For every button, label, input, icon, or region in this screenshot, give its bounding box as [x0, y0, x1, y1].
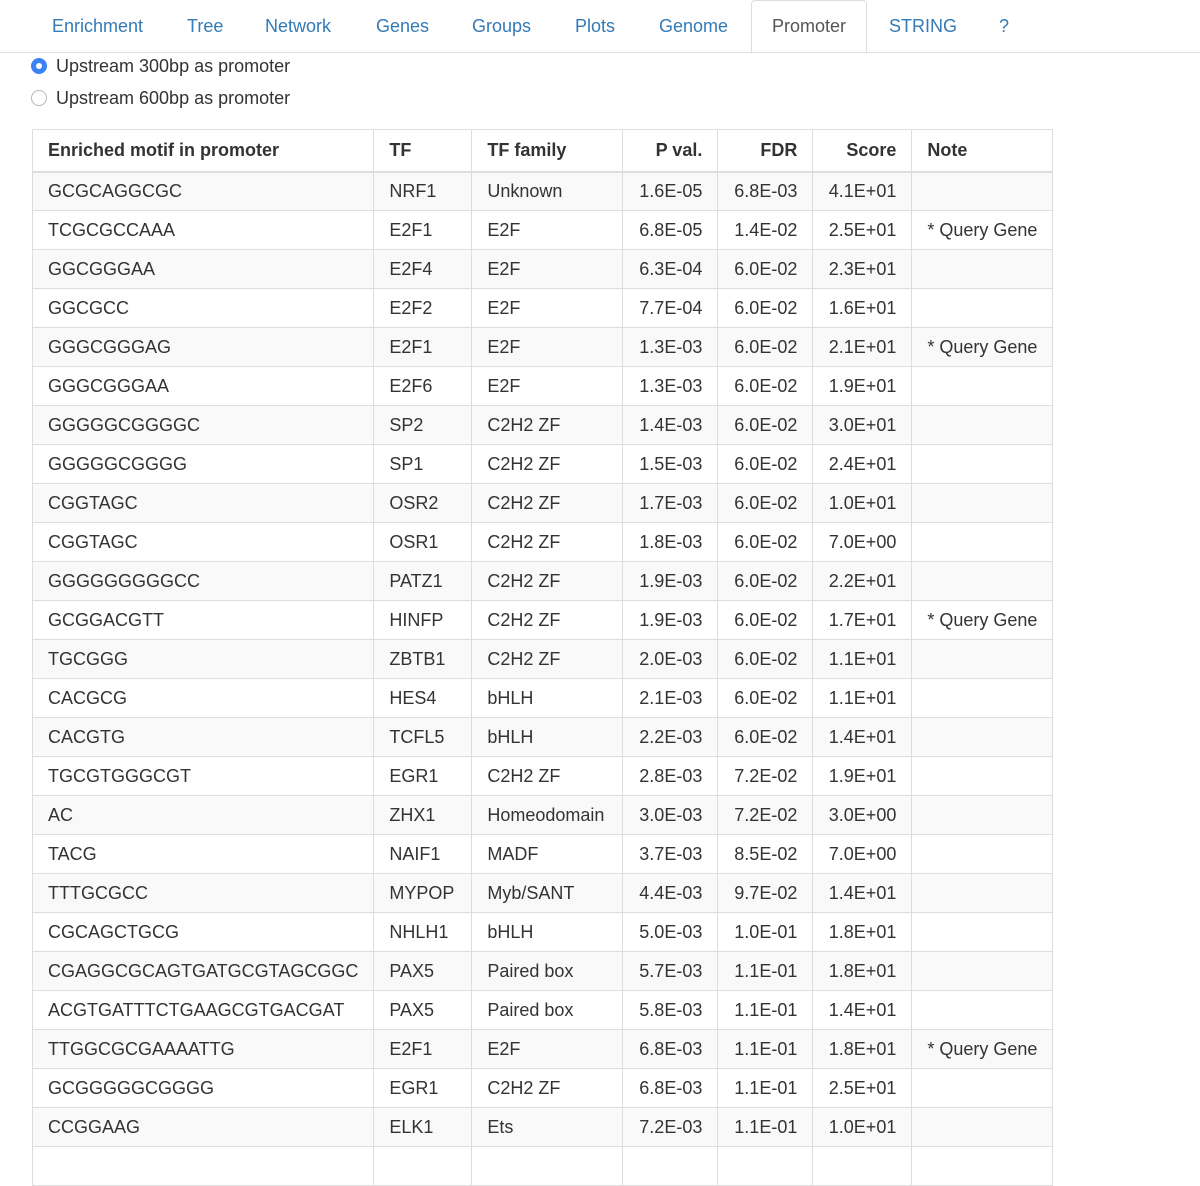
fdr-cell: 6.0E-02 [718, 601, 813, 640]
note-cell [912, 406, 1053, 445]
tf-cell: E2F4 [374, 250, 472, 289]
pval-cell: 2.2E-03 [623, 718, 718, 757]
note-cell [912, 835, 1053, 874]
tf-family-cell: C2H2 ZF [472, 640, 623, 679]
promoter-600bp-option[interactable] [31, 86, 290, 110]
tf-family-cell: C2H2 ZF [472, 757, 623, 796]
column-header-tf-family[interactable]: TF family [472, 130, 623, 172]
tf-cell: ELK1 [374, 1108, 472, 1147]
tf-cell [374, 1147, 472, 1186]
motif-cell: GGGCGGGAG [33, 328, 374, 367]
fdr-cell: 1.1E-01 [718, 952, 813, 991]
score-cell: 1.8E+01 [813, 952, 912, 991]
motif-cell: ACGTGATTTCTGAAGCGTGACGAT [33, 991, 374, 1030]
note-cell [912, 913, 1053, 952]
pval-cell: 1.3E-03 [623, 328, 718, 367]
score-cell: 3.0E+01 [813, 406, 912, 445]
fdr-cell: 6.0E-02 [718, 562, 813, 601]
score-cell: 1.8E+01 [813, 913, 912, 952]
fdr-cell: 7.2E-02 [718, 757, 813, 796]
note-cell [912, 250, 1053, 289]
fdr-cell: 6.0E-02 [718, 718, 813, 757]
column-header-score[interactable]: Score [813, 130, 912, 172]
fdr-cell: 1.1E-01 [718, 1108, 813, 1147]
fdr-cell: 6.0E-02 [718, 406, 813, 445]
note-cell: * Query Gene [912, 328, 1053, 367]
tab-tree[interactable]: Tree [187, 16, 224, 36]
pval-cell: 5.8E-03 [623, 991, 718, 1030]
motif-cell: GCGCAGGCGC [33, 172, 374, 211]
score-cell: 7.0E+00 [813, 835, 912, 874]
note-cell [912, 679, 1053, 718]
fdr-cell: 6.0E-02 [718, 523, 813, 562]
score-cell: 1.9E+01 [813, 367, 912, 406]
column-header-tf[interactable]: TF [374, 130, 472, 172]
fdr-cell: 6.0E-02 [718, 328, 813, 367]
motif-cell: GGGGGGGGGCC [33, 562, 374, 601]
table-row [33, 991, 1053, 1030]
radio-button[interactable] [31, 90, 47, 106]
tab-genes[interactable]: Genes [376, 16, 430, 36]
table-row [33, 1069, 1053, 1108]
pval-cell: 1.9E-03 [623, 562, 718, 601]
tf-family-cell: bHLH [472, 679, 623, 718]
tf-family-cell: E2F [472, 289, 623, 328]
note-cell: * Query Gene [912, 1030, 1053, 1069]
note-cell: * Query Gene [912, 601, 1053, 640]
tf-family-cell: Paired box [472, 952, 623, 991]
table-row [33, 1030, 1053, 1069]
table-row [33, 328, 1053, 367]
note-cell [912, 991, 1053, 1030]
note-cell [912, 757, 1053, 796]
pval-cell: 1.9E-03 [623, 601, 718, 640]
score-cell: 2.2E+01 [813, 562, 912, 601]
pval-cell: 2.1E-03 [623, 679, 718, 718]
motif-cell [33, 1147, 374, 1186]
note-cell [912, 289, 1053, 328]
table-row [33, 172, 1053, 211]
tf-cell: NHLH1 [374, 913, 472, 952]
column-header-motif[interactable]: Enriched motif in promoter [33, 130, 374, 172]
note-cell [912, 1147, 1053, 1186]
pval-cell: 1.7E-03 [623, 484, 718, 523]
score-cell: 1.4E+01 [813, 874, 912, 913]
fdr-cell: 6.0E-02 [718, 367, 813, 406]
pval-cell: 7.7E-04 [623, 289, 718, 328]
promoter-motif-table [32, 129, 1053, 1186]
tf-family-cell [472, 1147, 623, 1186]
tf-cell: NRF1 [374, 172, 472, 211]
fdr-cell: 6.0E-02 [718, 289, 813, 328]
score-cell: 4.1E+01 [813, 172, 912, 211]
tf-family-cell: E2F [472, 367, 623, 406]
motif-cell: CGGTAGC [33, 523, 374, 562]
tf-cell: OSR2 [374, 484, 472, 523]
tab-plots[interactable]: Plots [575, 16, 616, 36]
table-row [33, 952, 1053, 991]
motif-cell: CACGTG [33, 718, 374, 757]
tab-help[interactable]: ? [999, 16, 1010, 36]
note-cell [912, 718, 1053, 757]
score-cell: 1.1E+01 [813, 640, 912, 679]
table-row [33, 406, 1053, 445]
note-cell [912, 796, 1053, 835]
pval-cell: 1.5E-03 [623, 445, 718, 484]
tf-family-cell: Homeodomain [472, 796, 623, 835]
tf-family-cell: bHLH [472, 718, 623, 757]
table-row [33, 718, 1053, 757]
radio-button-checked[interactable] [31, 58, 47, 74]
tf-cell: OSR1 [374, 523, 472, 562]
note-cell [912, 952, 1053, 991]
tf-family-cell: C2H2 ZF [472, 562, 623, 601]
note-cell [912, 1069, 1053, 1108]
fdr-cell: 6.0E-02 [718, 679, 813, 718]
motif-cell: TTTGCGCC [33, 874, 374, 913]
tf-family-cell: bHLH [472, 913, 623, 952]
score-cell: 1.7E+01 [813, 601, 912, 640]
pval-cell [623, 1147, 718, 1186]
tf-cell: SP2 [374, 406, 472, 445]
motif-cell: CCGGAAG [33, 1108, 374, 1147]
table-row [33, 484, 1053, 523]
tf-family-cell: C2H2 ZF [472, 445, 623, 484]
score-cell: 1.0E+01 [813, 1108, 912, 1147]
radio-label: Upstream 600bp as promoter [56, 87, 291, 108]
tab-network[interactable]: Network [265, 16, 332, 36]
motif-cell: GGGGGCGGGGC [33, 406, 374, 445]
note-cell [912, 562, 1053, 601]
pval-cell: 2.8E-03 [623, 757, 718, 796]
table-row [33, 1108, 1053, 1147]
tf-family-cell: C2H2 ZF [472, 1069, 623, 1108]
table-row [33, 1147, 1053, 1186]
pval-cell: 3.7E-03 [623, 835, 718, 874]
table-row [33, 562, 1053, 601]
tf-family-cell: C2H2 ZF [472, 523, 623, 562]
table-row [33, 211, 1053, 250]
table-row [33, 445, 1053, 484]
tf-cell: TCFL5 [374, 718, 472, 757]
tf-family-cell: E2F [472, 328, 623, 367]
motif-cell: CGGTAGC [33, 484, 374, 523]
tab-promoter[interactable]: Promoter [751, 0, 867, 52]
table-row [33, 523, 1053, 562]
tf-cell: PATZ1 [374, 562, 472, 601]
tf-family-cell: C2H2 ZF [472, 484, 623, 523]
radio-label: Upstream 300bp as promoter [56, 55, 291, 76]
motif-cell: GGGGGCGGGG [33, 445, 374, 484]
tf-family-cell: Paired box [472, 991, 623, 1030]
table-row [33, 835, 1053, 874]
table-row [33, 367, 1053, 406]
fdr-cell: 6.8E-03 [718, 172, 813, 211]
motif-cell: CACGCG [33, 679, 374, 718]
fdr-cell: 7.2E-02 [718, 796, 813, 835]
pval-cell: 5.7E-03 [623, 952, 718, 991]
score-cell: 1.1E+01 [813, 679, 912, 718]
tf-cell: E2F6 [374, 367, 472, 406]
note-cell [912, 484, 1053, 523]
fdr-cell: 6.0E-02 [718, 640, 813, 679]
pval-cell: 3.0E-03 [623, 796, 718, 835]
pval-cell: 2.0E-03 [623, 640, 718, 679]
score-cell: 1.9E+01 [813, 757, 912, 796]
tf-cell: E2F2 [374, 289, 472, 328]
tf-cell: ZBTB1 [374, 640, 472, 679]
score-cell: 1.8E+01 [813, 1030, 912, 1069]
motif-cell: TACG [33, 835, 374, 874]
fdr-cell: 6.0E-02 [718, 445, 813, 484]
table-row [33, 679, 1053, 718]
motif-cell: GCGGGGGCGGGG [33, 1069, 374, 1108]
note-cell [912, 172, 1053, 211]
fdr-cell: 6.0E-02 [718, 250, 813, 289]
tf-cell: PAX5 [374, 991, 472, 1030]
pval-cell: 1.6E-05 [623, 172, 718, 211]
score-cell [813, 1147, 912, 1186]
tab-bar [0, 0, 1200, 53]
tf-family-cell: E2F [472, 1030, 623, 1069]
note-cell [912, 640, 1053, 679]
score-cell: 2.3E+01 [813, 250, 912, 289]
tf-cell: ZHX1 [374, 796, 472, 835]
tf-cell: EGR1 [374, 757, 472, 796]
column-header-pval[interactable]: P val. [623, 130, 718, 172]
motif-cell: GGGCGGGAA [33, 367, 374, 406]
note-cell [912, 523, 1053, 562]
fdr-cell: 1.4E-02 [718, 211, 813, 250]
pval-cell: 6.8E-03 [623, 1069, 718, 1108]
score-cell: 1.4E+01 [813, 991, 912, 1030]
tf-family-cell: E2F [472, 250, 623, 289]
note-cell: * Query Gene [912, 211, 1053, 250]
motif-cell: AC [33, 796, 374, 835]
motif-cell: TGCGGG [33, 640, 374, 679]
pval-cell: 6.8E-05 [623, 211, 718, 250]
pval-cell: 4.4E-03 [623, 874, 718, 913]
score-cell: 2.1E+01 [813, 328, 912, 367]
fdr-cell: 1.1E-01 [718, 1030, 813, 1069]
pval-cell: 6.8E-03 [623, 1030, 718, 1069]
table-row [33, 289, 1053, 328]
tf-cell: E2F1 [374, 211, 472, 250]
tf-family-cell: C2H2 ZF [472, 406, 623, 445]
table-header-row [33, 130, 1053, 172]
table-row [33, 913, 1053, 952]
tf-family-cell: E2F [472, 211, 623, 250]
note-cell [912, 874, 1053, 913]
fdr-cell: 1.0E-01 [718, 913, 813, 952]
tf-cell: HES4 [374, 679, 472, 718]
score-cell: 2.5E+01 [813, 211, 912, 250]
tf-family-cell: C2H2 ZF [472, 601, 623, 640]
tf-cell: PAX5 [374, 952, 472, 991]
score-cell: 2.4E+01 [813, 445, 912, 484]
tf-cell: EGR1 [374, 1069, 472, 1108]
promoter-300bp-option[interactable] [31, 54, 290, 78]
tf-cell: HINFP [374, 601, 472, 640]
score-cell: 1.6E+01 [813, 289, 912, 328]
pval-cell: 5.0E-03 [623, 913, 718, 952]
note-cell [912, 367, 1053, 406]
table-row [33, 250, 1053, 289]
pval-cell: 1.8E-03 [623, 523, 718, 562]
table-row [33, 796, 1053, 835]
tf-cell: E2F1 [374, 328, 472, 367]
tf-cell: NAIF1 [374, 835, 472, 874]
score-cell: 1.0E+01 [813, 484, 912, 523]
motif-cell: GGCGCC [33, 289, 374, 328]
motif-cell: CGCAGCTGCG [33, 913, 374, 952]
note-cell [912, 1108, 1053, 1147]
fdr-cell: 8.5E-02 [718, 835, 813, 874]
tab-enrichment[interactable]: Enrichment [52, 16, 144, 36]
pval-cell: 7.2E-03 [623, 1108, 718, 1147]
tf-family-cell: Myb/SANT [472, 874, 623, 913]
tf-cell: MYPOP [374, 874, 472, 913]
tf-family-cell: Unknown [472, 172, 623, 211]
fdr-cell: 1.1E-01 [718, 1069, 813, 1108]
column-header-note[interactable]: Note [912, 130, 1053, 172]
tf-family-cell: MADF [472, 835, 623, 874]
pval-cell: 1.3E-03 [623, 367, 718, 406]
motif-cell: TTGGCGCGAAAATTG [33, 1030, 374, 1069]
table-row [33, 640, 1053, 679]
motif-cell: TGCGTGGGCGT [33, 757, 374, 796]
motif-cell: CGAGGCGCAGTGATGCGTAGCGGC [33, 952, 374, 991]
tab-string[interactable]: STRING [889, 16, 958, 36]
fdr-cell: 9.7E-02 [718, 874, 813, 913]
fdr-cell: 6.0E-02 [718, 484, 813, 523]
motif-cell: TCGCGCCAAA [33, 211, 374, 250]
tf-cell: SP1 [374, 445, 472, 484]
note-cell [912, 445, 1053, 484]
table-row [33, 757, 1053, 796]
tab-groups[interactable]: Groups [472, 16, 532, 36]
tab-genome[interactable]: Genome [659, 16, 729, 36]
table-row [33, 601, 1053, 640]
pval-cell: 6.3E-04 [623, 250, 718, 289]
column-header-fdr[interactable]: FDR [718, 130, 813, 172]
tf-family-cell: Ets [472, 1108, 623, 1147]
motif-cell: GGCGGGAA [33, 250, 374, 289]
score-cell: 1.4E+01 [813, 718, 912, 757]
table-body [33, 172, 1053, 1186]
tf-cell: E2F1 [374, 1030, 472, 1069]
fdr-cell [718, 1147, 813, 1186]
fdr-cell: 1.1E-01 [718, 991, 813, 1030]
pval-cell: 1.4E-03 [623, 406, 718, 445]
score-cell: 2.5E+01 [813, 1069, 912, 1108]
table-row [33, 874, 1053, 913]
score-cell: 3.0E+00 [813, 796, 912, 835]
score-cell: 7.0E+00 [813, 523, 912, 562]
motif-cell: GCGGACGTT [33, 601, 374, 640]
